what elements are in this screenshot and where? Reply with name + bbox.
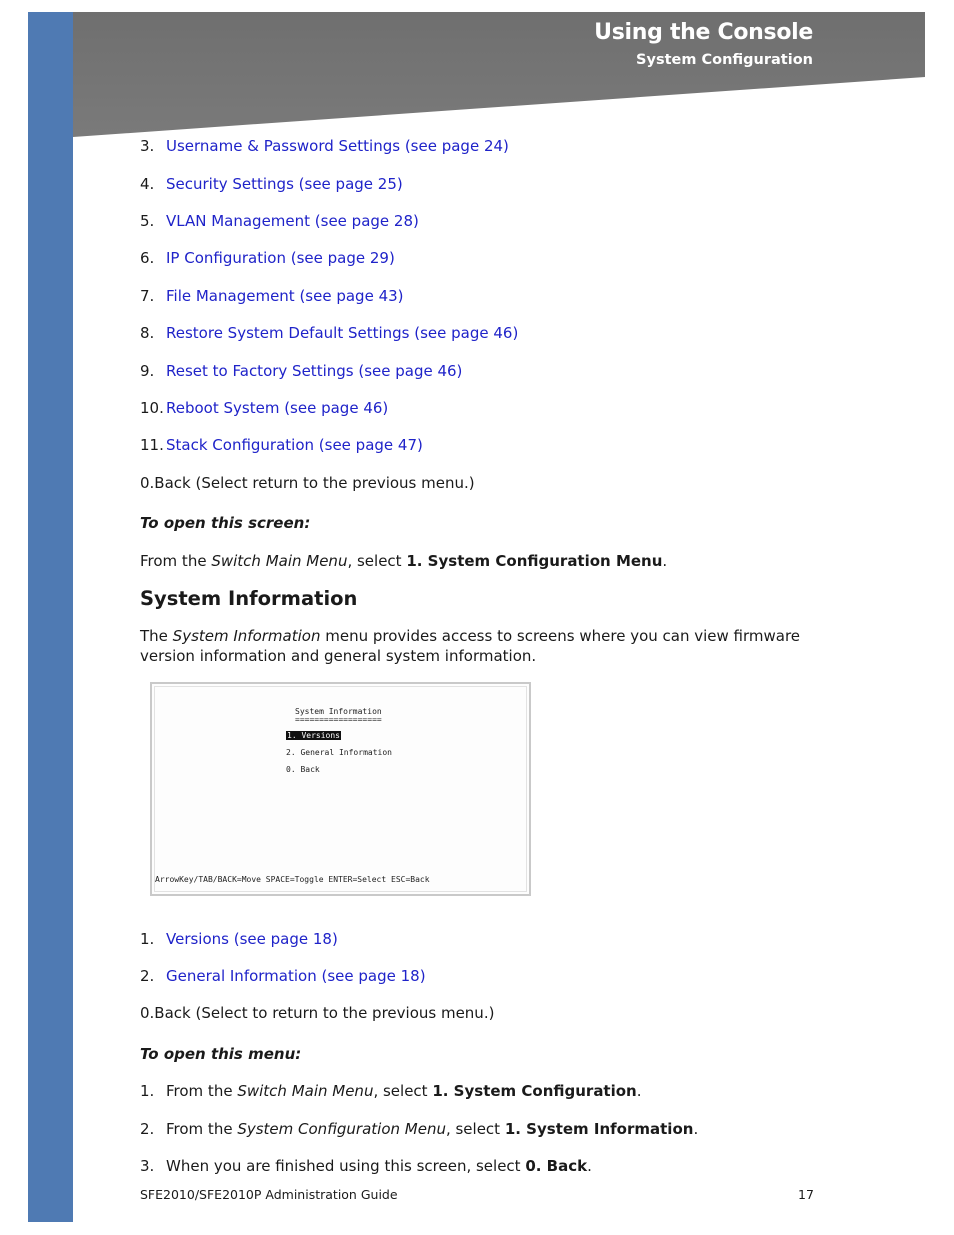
- link-general-information[interactable]: General Information (see page 18): [166, 967, 426, 985]
- link-file-management[interactable]: File Management (see page 43): [166, 287, 404, 305]
- section-title: System Information: [140, 587, 358, 610]
- console-title-underline: ==================: [295, 715, 382, 724]
- link-stack-configuration[interactable]: Stack Configuration (see page 47): [166, 436, 423, 454]
- list-number: 5.: [140, 212, 155, 230]
- step-number: 2.: [140, 1120, 155, 1138]
- step-number: 3.: [140, 1157, 155, 1175]
- link-reset-factory[interactable]: Reset to Factory Settings (see page 46): [166, 362, 463, 380]
- link-security-settings[interactable]: Security Settings (see page 25): [166, 175, 403, 193]
- section-paragraph: The System Information menu provides access to screens where you can view firmware version information and general system information.: [140, 627, 801, 665]
- header-title: Using the Console: [594, 20, 813, 45]
- console-screenshot: [150, 682, 531, 896]
- link-vlan-management[interactable]: VLAN Management (see page 28): [166, 212, 419, 230]
- open-screen-heading: To open this screen:: [140, 514, 311, 532]
- list-number: 2.: [140, 967, 155, 985]
- list-number: 6.: [140, 249, 155, 267]
- link-versions[interactable]: Versions (see page 18): [166, 930, 338, 948]
- list-number: 4.: [140, 175, 155, 193]
- link-restore-defaults[interactable]: Restore System Default Settings (see page 46): [166, 324, 519, 342]
- step-number: 1.: [140, 1082, 155, 1100]
- list-number: 10.: [140, 399, 164, 417]
- console-key-help: ArrowKey/TAB/BACK=Move SPACE=Toggle ENTER=Select ESC=Back: [155, 875, 430, 884]
- console-menu-item-back: 0. Back: [286, 765, 320, 774]
- list-number: 8.: [140, 324, 155, 342]
- console-title: System Information: [295, 707, 382, 716]
- link-reboot-system[interactable]: Reboot System (see page 46): [166, 399, 389, 417]
- header-subtitle: System Configuration: [636, 52, 813, 68]
- back-note: 0.Back (Select return to the previous menu.): [140, 474, 475, 492]
- list-number: 3.: [140, 137, 155, 155]
- step-instruction: When you are finished using this screen, select 0. Back.: [166, 1157, 592, 1175]
- list-number: 11.: [140, 436, 164, 454]
- open-screen-instruction: From the Switch Main Menu, select 1. System Configuration Menu.: [140, 552, 668, 570]
- footer-page-number: 17: [798, 1187, 814, 1202]
- side-color-bar: [28, 12, 73, 1222]
- list-number: 7.: [140, 287, 155, 305]
- footer-guide-title: SFE2010/SFE2010P Administration Guide: [140, 1187, 398, 1202]
- step-instruction: From the System Configuration Menu, select 1. System Information.: [166, 1120, 699, 1138]
- back-note: 0.Back (Select to return to the previous menu.): [140, 1004, 495, 1022]
- open-menu-heading: To open this menu:: [140, 1045, 302, 1063]
- list-number: 9.: [140, 362, 155, 380]
- step-instruction: From the Switch Main Menu, select 1. System Configuration.: [166, 1082, 642, 1100]
- link-username-password[interactable]: Username & Password Settings (see page 24): [166, 137, 509, 155]
- link-ip-configuration[interactable]: IP Configuration (see page 29): [166, 249, 395, 267]
- console-menu-item-general: 2. General Information: [286, 748, 392, 757]
- console-menu-item-versions: 1. Versions: [287, 731, 340, 740]
- list-number: 1.: [140, 930, 155, 948]
